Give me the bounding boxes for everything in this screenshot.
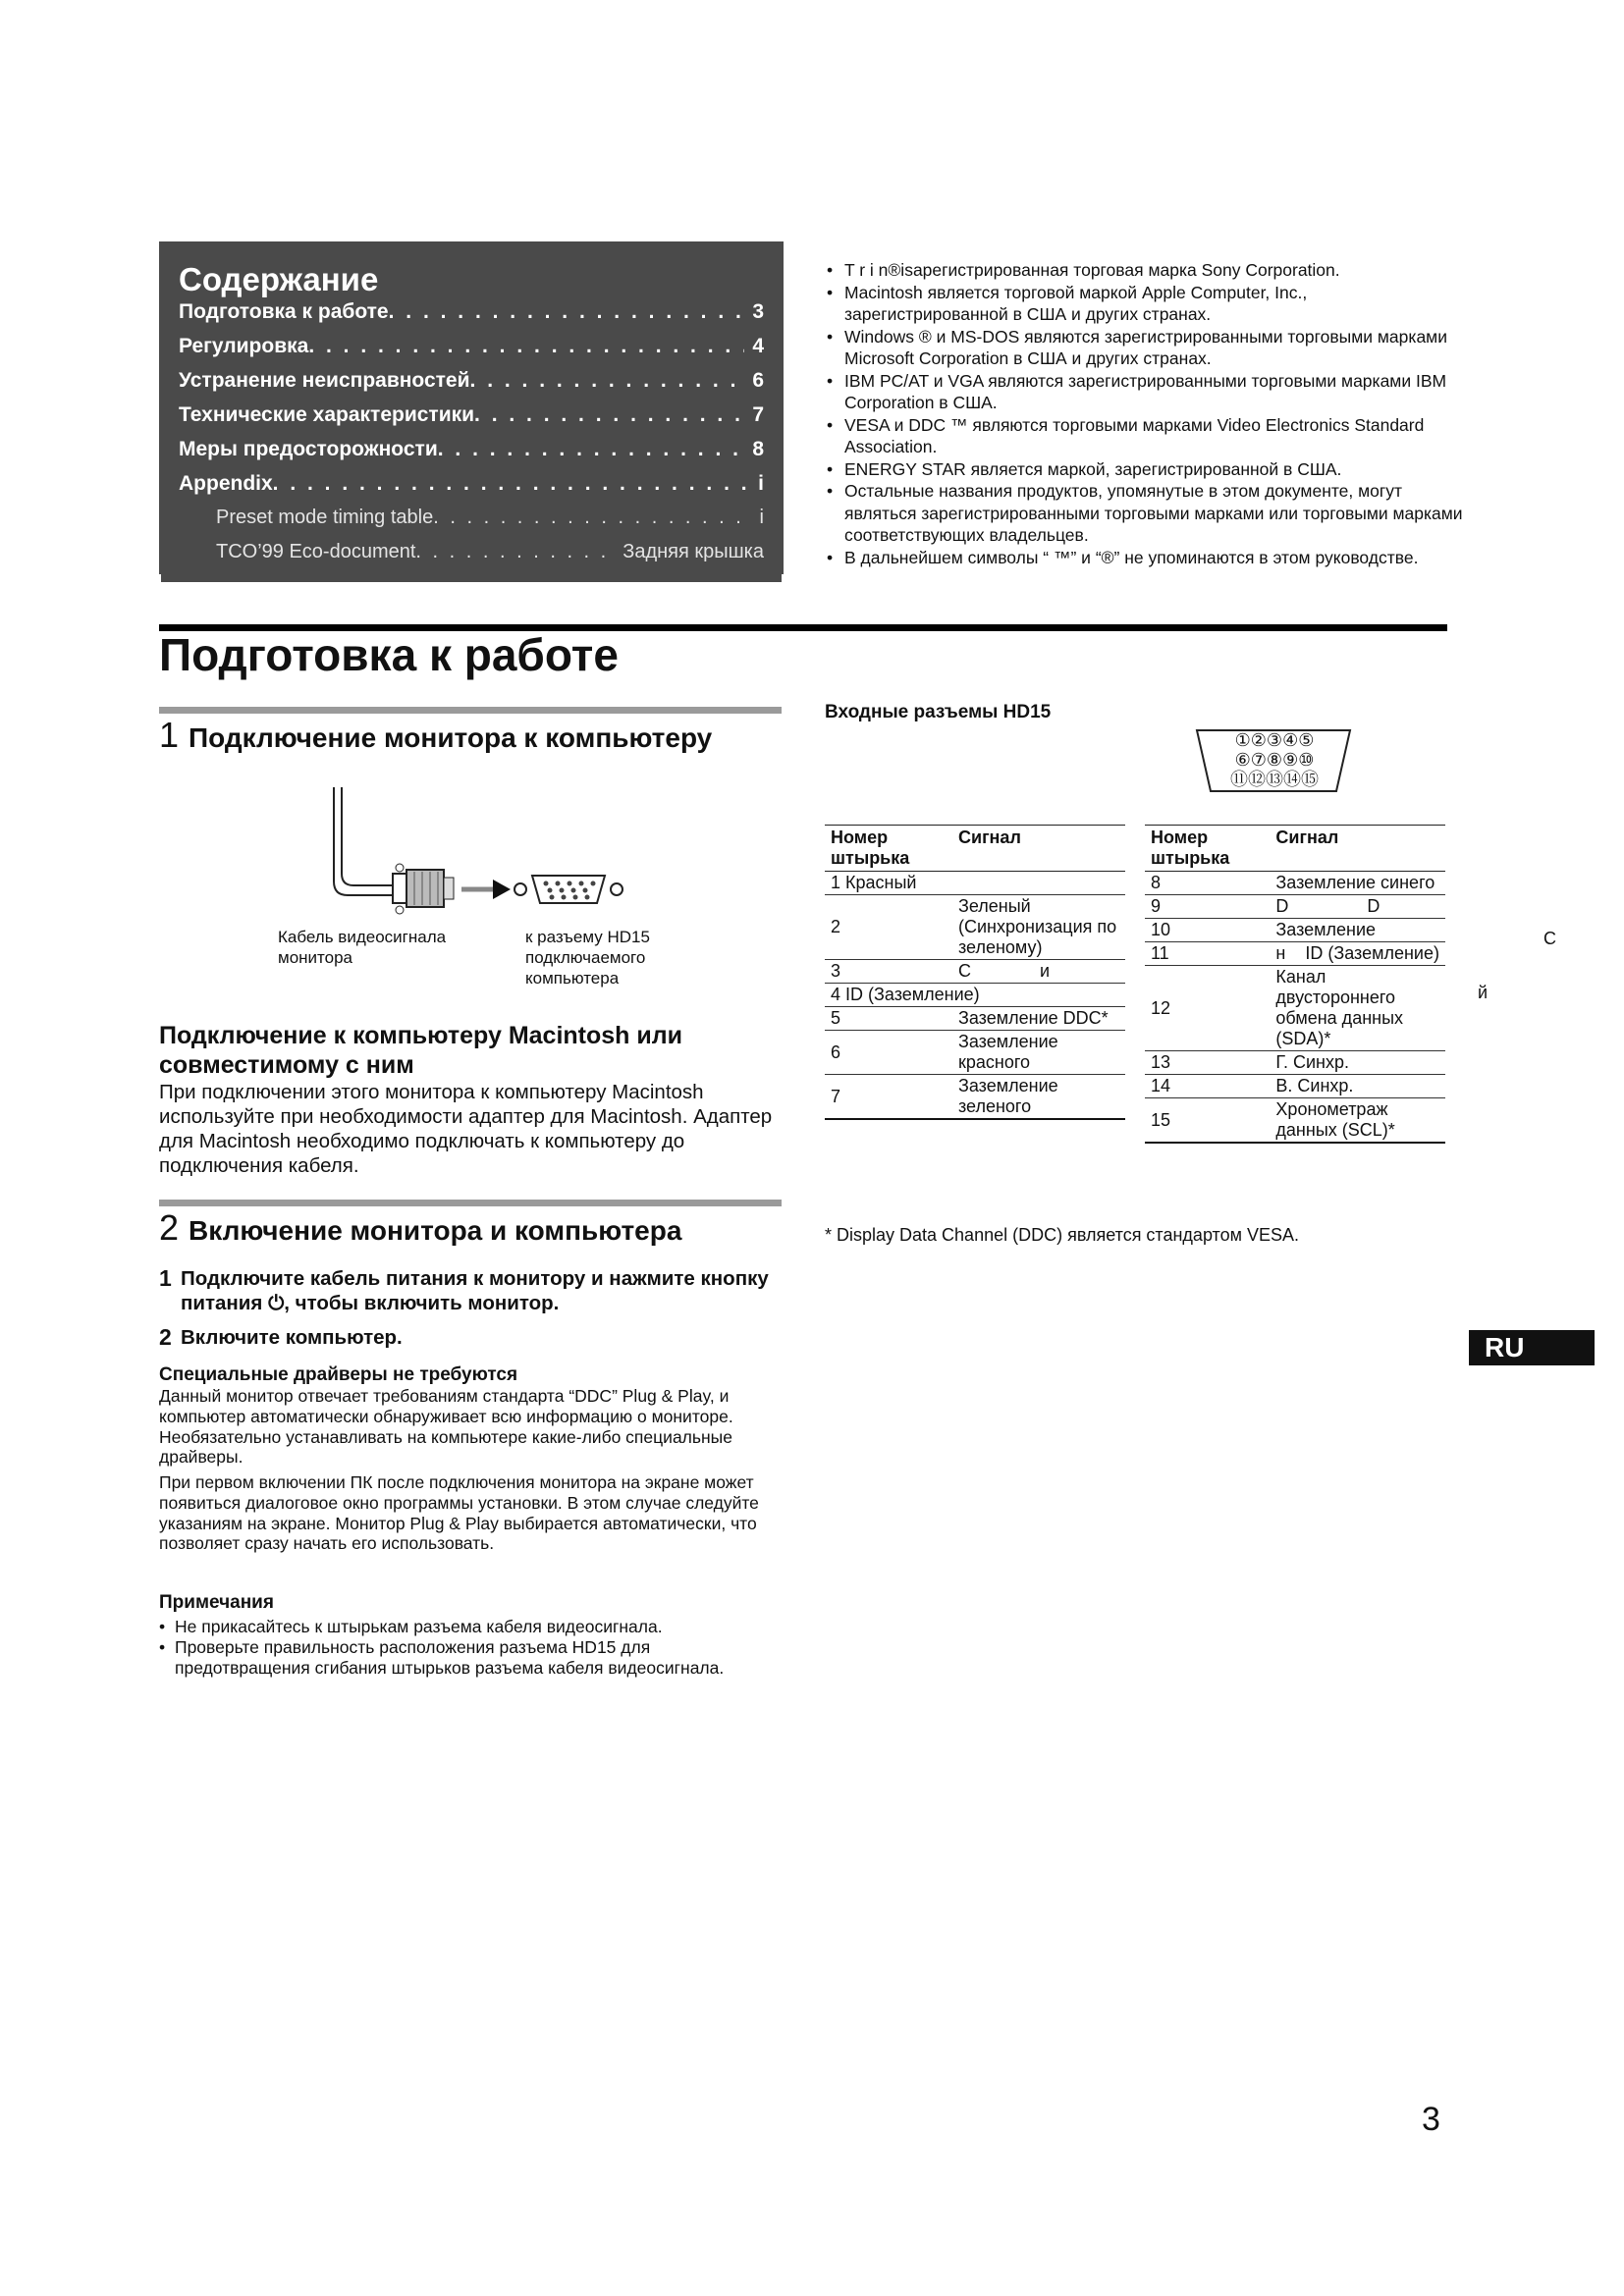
table-row: 13 Г. Синхр.: [1145, 1051, 1445, 1075]
table-row: 7 Заземление зеленого: [825, 1075, 1125, 1120]
table-row: 5 Заземление DDC*: [825, 1007, 1125, 1031]
step-2: 2 Включите компьютер.: [159, 1324, 403, 1350]
toc-subentry[interactable]: TCO’99 Eco-document . . . Задняя крышка: [216, 541, 764, 563]
trademark-item: • Macintosh является торговой маркой Apple Computer, Inc., зарегистрированной в США и других странах.: [825, 282, 1463, 326]
col-signal-header: Сигнал: [958, 828, 1021, 847]
toc-entry[interactable]: Устранение неисправностей . . . 6: [179, 369, 764, 393]
table-row: 15 Хронометраж данных (SCL)*: [1145, 1098, 1445, 1144]
trademark-item: • ENERGY STAR является маркой, зарегистрированной в США.: [825, 458, 1463, 481]
trademark-item: • Остальные названия продуктов, упомянутые в этом документе, могут являться зарегистрированными торговыми марками или торговыми марками соответствующих владельцев.: [825, 480, 1463, 547]
table-row: 8 Заземление синего: [1145, 872, 1445, 895]
step-1: 1 Подключите кабель питания к монитору и нажмите кнопку питания ⏻, чтобы включить монитор.: [159, 1265, 769, 1314]
note-item: • Не прикасайтесь к штырькам разъема кабеля видеосигнала.: [159, 1617, 663, 1636]
section-rule: [159, 707, 782, 714]
page-number: 3: [1422, 2101, 1440, 2138]
pin-row-3: ⑪⑫⑬⑭⑮: [1230, 770, 1319, 789]
table-row: 12 Канал двустороннего обмена данных (SDA)*: [1145, 966, 1445, 1051]
col-signal-header: Сигнал: [1275, 828, 1339, 847]
trademark-list: [825, 259, 1463, 568]
col-pin-header: Номер штырька: [1151, 828, 1230, 868]
cable-caption: Кабель видеосигнала монитора: [278, 928, 447, 967]
pin-table-right: [1145, 825, 1445, 1144]
toc-entry[interactable]: Подготовка к работе . . . 3: [179, 300, 764, 324]
stray-glyph: й: [1478, 983, 1489, 1002]
toc-subentry[interactable]: Preset mode timing table . . . i: [216, 507, 764, 529]
pin-table-left: [825, 825, 1125, 1120]
table-row: 11 н ID (Заземление): [1145, 942, 1445, 966]
trademark-item: • VESA и DDC ™ являются торговыми марками Video Electronics Standard Association.: [825, 414, 1463, 458]
table-row: 1 Красный: [825, 872, 1125, 895]
stray-glyph: С: [1543, 929, 1556, 948]
crop-mark: [782, 574, 784, 588]
trademark-item: • IBM PC/AT и VGA являются зарегистрированными торговыми марками IBM Corporation в США.: [825, 370, 1463, 414]
table-row: 2 Зеленый (Синхронизация по зеленому): [825, 895, 1125, 960]
section-rule: [159, 1200, 782, 1206]
hd15-heading: Входные разъемы HD15: [825, 702, 1052, 722]
table-row: 4 ID (Заземление): [825, 984, 1125, 1007]
toc-entry[interactable]: Технические характеристики . . . 7: [179, 403, 764, 427]
language-tab: RU: [1469, 1330, 1595, 1365]
port-caption: к разъему HD15 подключаемого компьютера: [525, 928, 650, 988]
trademark-item: • T r i n®isарегистрированная торговая марка Sony Corporation.: [825, 259, 1463, 282]
pin-row-2: ⑥⑦⑧⑨⑩: [1234, 750, 1315, 770]
note-item: • Проверьте правильность расположения разъема HD15 для предотвращения сгибания штырьков разъема кабеля видеосигнала.: [159, 1636, 725, 1678]
mac-heading: Подключение к компьютеру Macintosh или совместимому с ним: [159, 1022, 683, 1079]
trademark-item: • В дальнейшем символы “ ™” и “®” не упоминаются в этом руководстве.: [825, 547, 1463, 569]
notes-list: [159, 1617, 768, 1678]
drivers-text-2: При первом включении ПК после подключения монитора на экране может появиться диалоговое окно программы установки. В этом случае следуйте указаниям на экране. Монитор Plug & Play выбирается автоматически, что позволяет сразу начать его использовать.: [159, 1472, 759, 1554]
pin-row-1: ①②③④⑤: [1234, 730, 1315, 750]
toc-entry[interactable]: Регулировка . . . 4: [179, 335, 764, 358]
drivers-heading: Специальные драйверы не требуются: [159, 1364, 518, 1385]
table-row: 9 D D: [1145, 895, 1445, 919]
table-row: 14 В. Синхр.: [1145, 1075, 1445, 1098]
ddc-footnote: * Display Data Channel (DDC) является стандартом VESA.: [825, 1225, 1300, 1245]
table-of-contents: [159, 241, 784, 582]
page-title: Подготовка к работе: [159, 629, 619, 680]
table-row: 10 Заземление: [1145, 919, 1445, 942]
col-pin-header: Номер штырька: [831, 828, 910, 868]
section-1-heading: 1 Подключение монитора к компьютеру: [159, 715, 713, 755]
notes-heading: Примечания: [159, 1592, 274, 1613]
hd15-connector-diagram: [1193, 726, 1354, 795]
crop-mark: [159, 574, 161, 588]
drivers-text-1: Данный монитор отвечает требованиям стандарта “DDC” Plug & Play, и компьютер автоматически обнаруживает всю информацию о мониторе. Необязательно устанавливать на компьютере какие-либо специальные драйверы.: [159, 1386, 733, 1468]
toc-title: Содержание: [179, 261, 379, 297]
toc-entry[interactable]: Меры предосторожности . . . 8: [179, 438, 764, 461]
mac-text: При подключении этого монитора к компьютеру Macintosh используйте при необходимости адаптер для Macintosh. Адаптер для Macintosh необходимо подключать к компьютеру до подключения кабеля.: [159, 1081, 773, 1177]
section-2-heading: 2 Включение монитора и компьютера: [159, 1207, 682, 1248]
table-row: 6 Заземление красного: [825, 1031, 1125, 1075]
trademark-item: • Windows ® и MS-DOS являются зарегистрированными торговыми марками Microsoft Corporation в США и других странах.: [825, 326, 1463, 370]
table-row: 3 С и: [825, 960, 1125, 984]
cable-connection-illustration: [324, 775, 648, 923]
toc-entry[interactable]: Appendix . . . i: [179, 472, 764, 496]
